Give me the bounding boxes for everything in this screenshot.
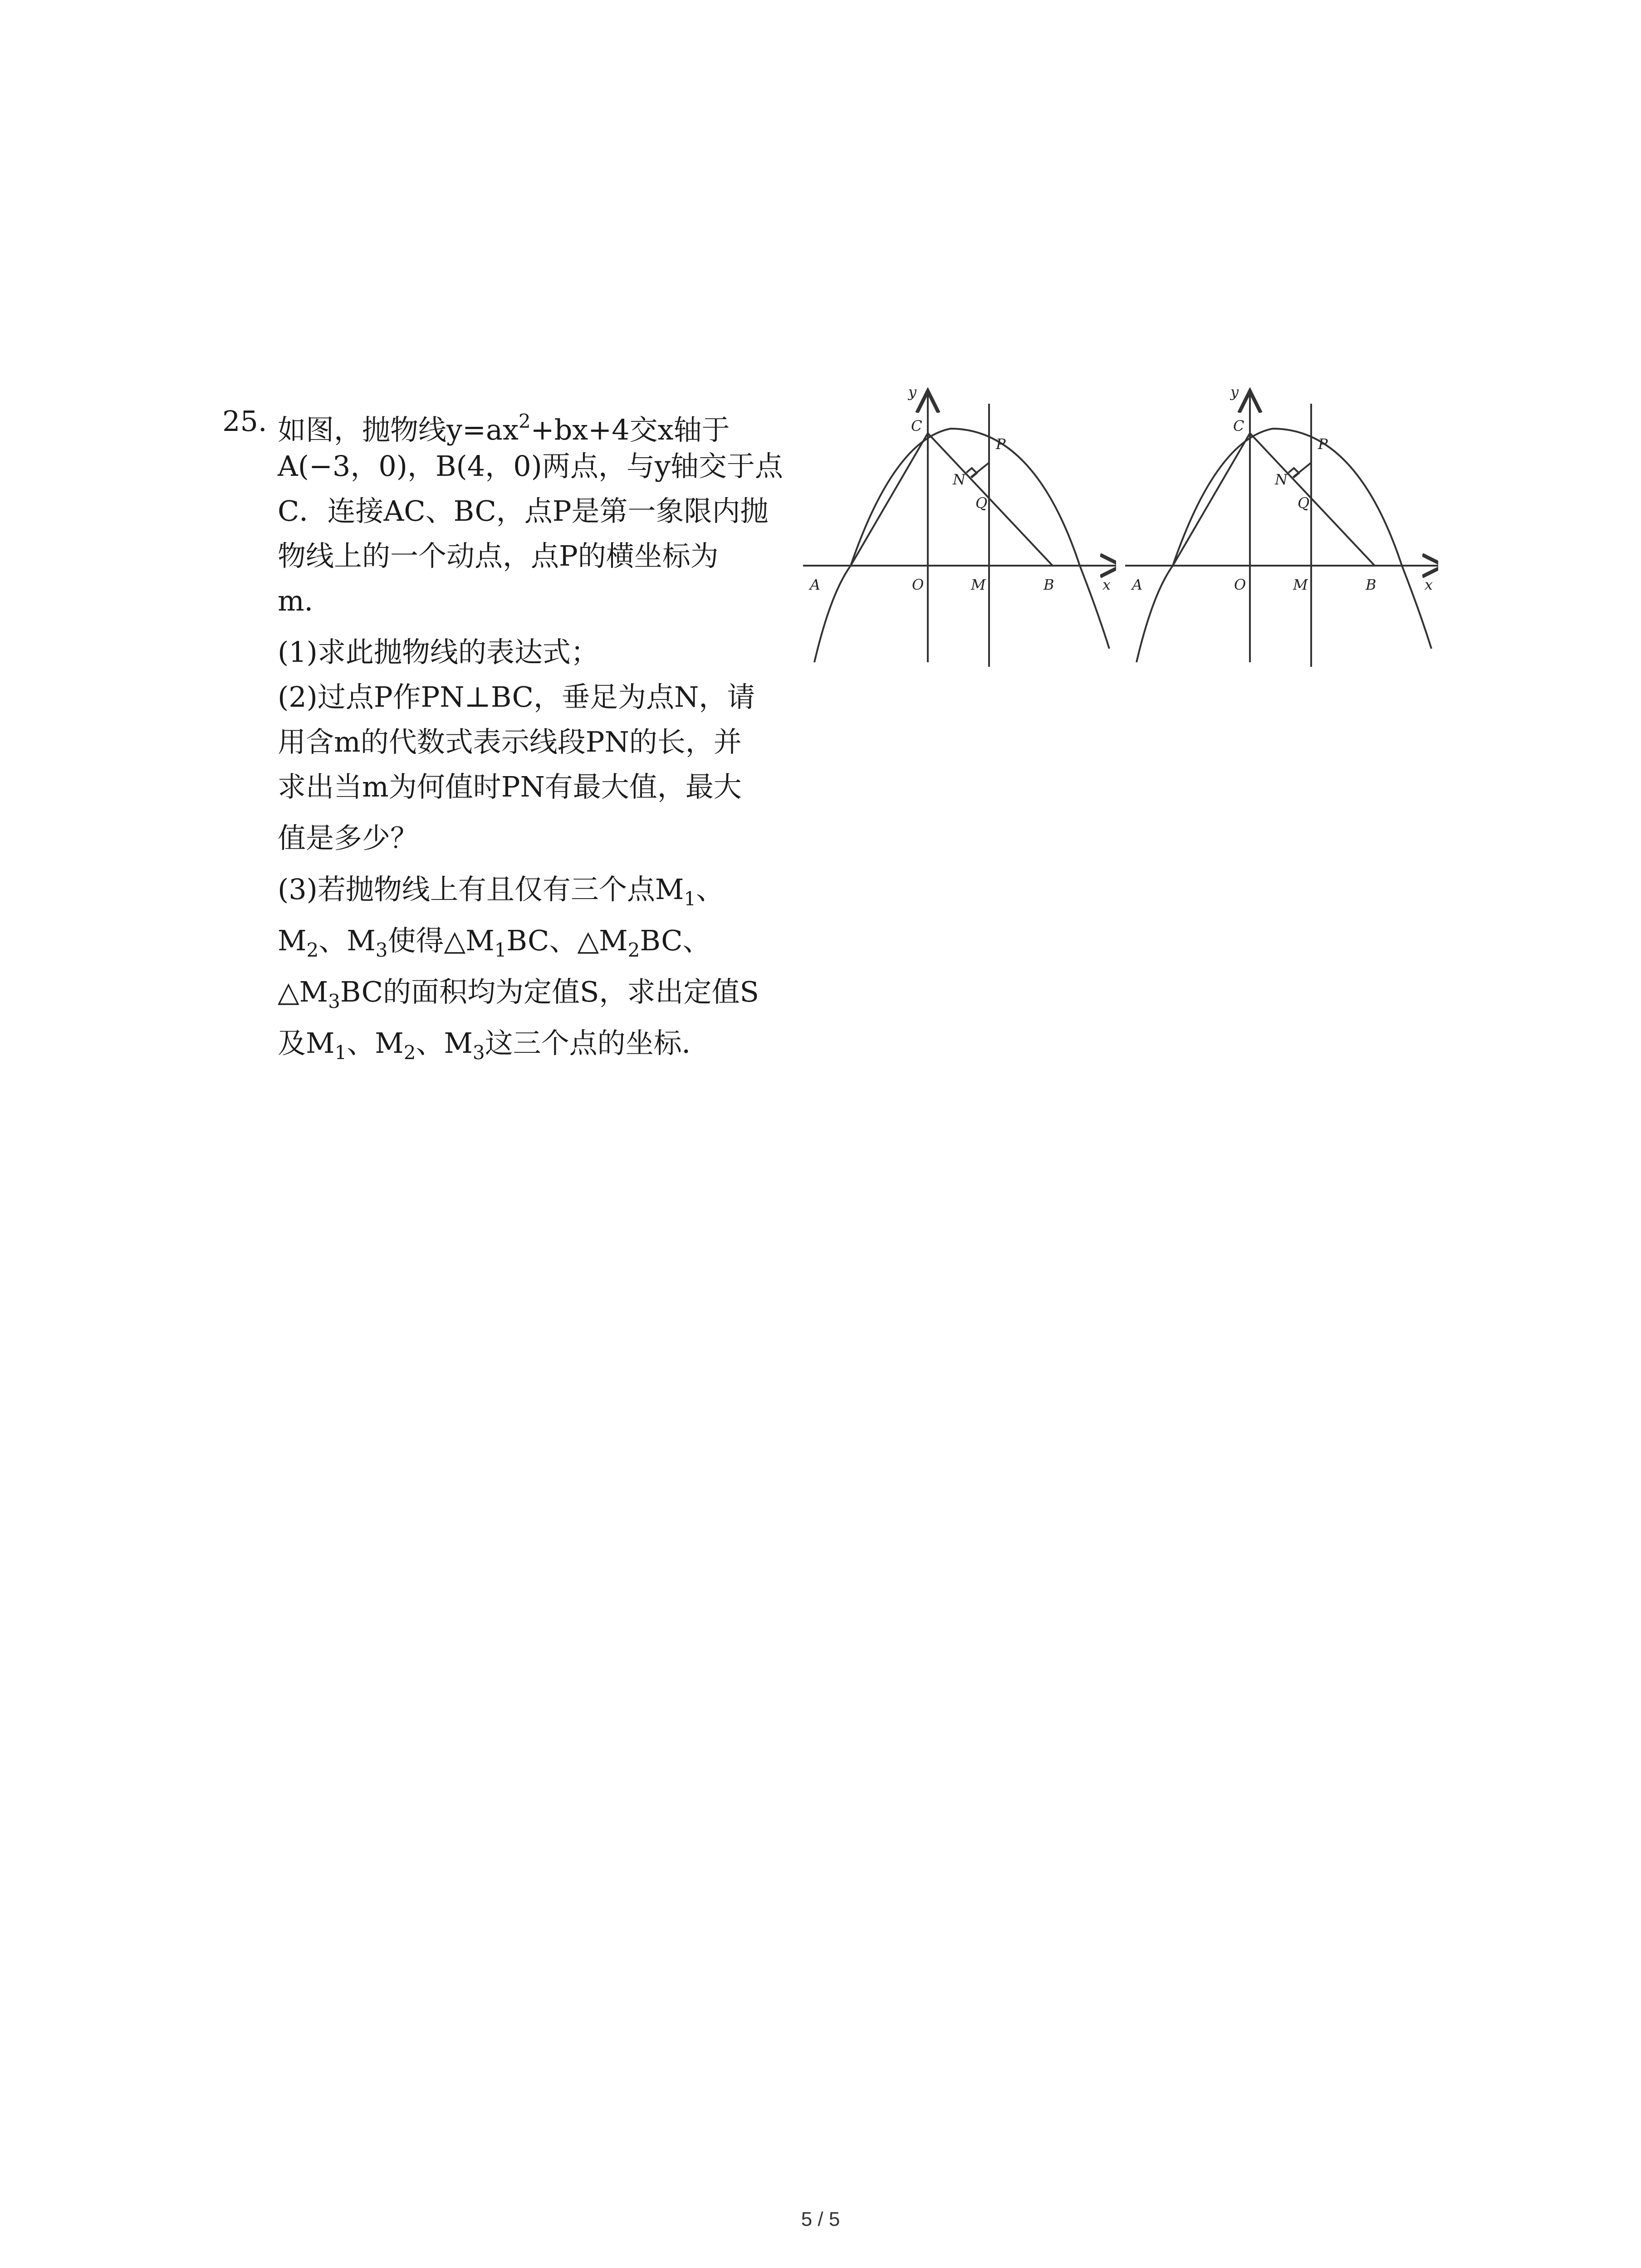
question-3-line-3: $\triangle M_3BC$的面积均为定值S，求出定值S: [278, 975, 759, 1012]
segment-ac: [851, 433, 928, 566]
label-b: B: [1043, 576, 1054, 593]
problem-line-3: C．连接AC、BC，点P是第一象限内抛: [278, 494, 769, 528]
label-a: A: [810, 576, 821, 593]
label-a: A: [1132, 576, 1143, 593]
question-3-line-4: 及$M_1$、$M_2$、$M_3$这三个点的坐标．: [278, 1026, 710, 1064]
question-3-line-1: (3)若抛物线上有且仅有三个点$M_1$、: [278, 873, 725, 910]
label-p: P: [996, 435, 1006, 453]
page-number: 5 / 5: [801, 2208, 840, 2230]
label-q: Q: [1298, 494, 1310, 512]
problem-line-5: m．: [278, 584, 333, 617]
label-x: x: [1425, 576, 1433, 593]
label-o: O: [1234, 576, 1246, 593]
question-3-line-2: $M_2$、$M_3$使得$\triangle M_1BC$、$\triangle M_2BC$、: [278, 924, 711, 961]
label-b: B: [1366, 576, 1376, 593]
label-q: Q: [975, 494, 988, 512]
question-1: (1)求此抛物线的表达式；: [278, 635, 599, 669]
problem-line-1: 如图，抛物线$y=ax^2+bx+4$交x轴于: [278, 410, 730, 446]
label-y: y: [908, 383, 917, 401]
label-o: O: [912, 576, 924, 593]
label-c: C: [1233, 417, 1244, 435]
problem-line-2: A(−3，0)，B(4，0)两点，与y轴交于点: [278, 450, 783, 483]
parabola-curve: [1136, 429, 1431, 662]
label-x: x: [1102, 576, 1111, 593]
parabola-figure-right: [1112, 376, 1438, 667]
question-2-line-2: 用含m的代数式表示线段PN的长，并: [278, 725, 742, 758]
segment-bc: [928, 433, 1053, 566]
question-2-line-1: (2)过点P作PN⊥BC，垂足为点N，请: [278, 680, 755, 714]
parabola-curve: [814, 429, 1109, 662]
label-y: y: [1230, 383, 1239, 401]
label-m: M: [971, 576, 986, 593]
question-2-line-3: 求出当m为何值时PN有最大值，最大: [278, 770, 742, 803]
label-m: M: [1293, 576, 1308, 593]
segment-bc: [1250, 433, 1375, 566]
parabola-figure-left: [789, 376, 1116, 667]
segment-ac: [1173, 433, 1250, 566]
label-c: C: [911, 417, 922, 435]
problem-number: 25.: [222, 405, 267, 438]
label-n: N: [953, 471, 965, 488]
problem-line-4: 物线上的一个动点，点P的横坐标为: [278, 539, 719, 572]
label-p: P: [1318, 435, 1328, 453]
label-n: N: [1275, 471, 1288, 488]
question-2-line-4: 值是多少？: [278, 821, 419, 855]
